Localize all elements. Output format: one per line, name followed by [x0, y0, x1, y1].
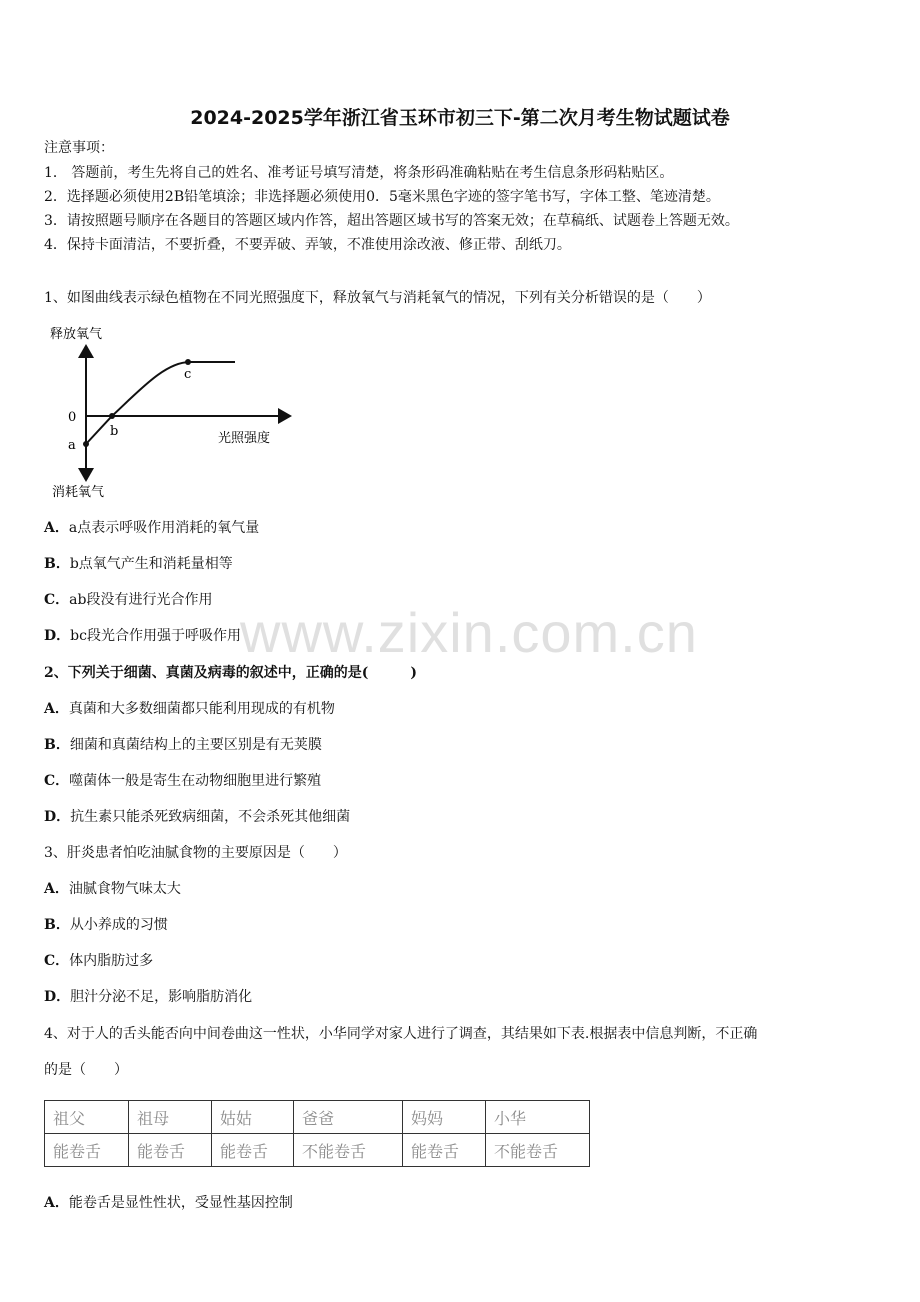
table-row [45, 1134, 590, 1167]
point-c-label: c [184, 367, 192, 382]
notice-item: 2．选择题必须使用2B铅笔填涂；非选择题必须使用0．5毫米黑色字迹的签字笔书写，字体工整、笔迹清楚。 [44, 189, 720, 205]
table-header-row [45, 1101, 590, 1134]
q2-option-a: A．真菌和大多数细菌都只能利用现成的有机物 [44, 701, 335, 717]
notice-item: 1． 答题前，考生先将自己的姓名、准考证号填写清楚，将条形码准确粘贴在考生信息条形码粘贴区。 [44, 165, 674, 181]
oxygen-curve [86, 362, 235, 444]
q3-option-a: A．油腻食物气味太大 [44, 881, 181, 897]
question-1-stem: 1、如图曲线表示绿色植物在不同光照强度下，释放氧气与消耗氧气的情况，下列有关分析错误的是（ ） [44, 290, 711, 306]
point-c [185, 359, 191, 365]
table-cell: 能卷舌 [212, 1134, 294, 1167]
page-title: 2024-2025学年浙江省玉环市初三下-第二次月考生物试题试卷 [190, 107, 730, 129]
q1-option-d: D．bc段光合作用强于呼吸作用 [44, 628, 241, 644]
watermark: www.zixin.com.cn [240, 601, 698, 664]
point-a [83, 441, 89, 447]
table-cell: 姑姑 [212, 1101, 294, 1134]
notice-item: 3．请按照题号顺序在各题目的答题区域内作答，超出答题区域书写的答案无效；在草稿纸、试题卷上答题无效。 [44, 213, 739, 229]
q2-option-b: B．细菌和真菌结构上的主要区别是有无荚膜 [44, 737, 322, 753]
q2-option-c: C．噬菌体一般是寄生在动物细胞里进行繁殖 [44, 773, 322, 789]
question-4-stem-line2: 的是（ ） [44, 1062, 128, 1078]
table-cell: 能卷舌 [403, 1134, 486, 1167]
origin-label: 0 [68, 410, 77, 425]
notice-heading: 注意事项： [44, 140, 114, 156]
oxygen-light-graph [40, 320, 300, 505]
table-cell: 不能卷舌 [294, 1134, 403, 1167]
table-cell: 祖母 [129, 1101, 212, 1134]
question-3-stem: 3、肝炎患者怕吃油腻食物的主要原因是（ ） [44, 845, 347, 861]
q2-option-d: D．抗生素只能杀死致病细菌，不会杀死其他细菌 [44, 809, 351, 825]
question-2-stem: 2、下列关于细菌、真菌及病毒的叙述中，正确的是( ) [44, 665, 417, 681]
q1-option-a: A．a点表示呼吸作用消耗的氧气量 [44, 520, 260, 536]
q3-option-d: D．胆汁分泌不足，影响脂肪消化 [44, 989, 253, 1005]
point-a-label: a [68, 438, 76, 453]
notice-item: 4．保持卡面清洁，不要折叠，不要弄破、弄皱，不准使用涂改液、修正带、刮纸刀。 [44, 237, 571, 253]
y-bottom-label: 消耗氧气 [52, 485, 105, 500]
table-cell: 能卷舌 [45, 1134, 129, 1167]
table-cell: 能卷舌 [129, 1134, 212, 1167]
table-cell: 妈妈 [403, 1101, 486, 1134]
q3-option-b: B．从小养成的习惯 [44, 917, 168, 933]
q1-option-c: C．ab段没有进行光合作用 [44, 592, 213, 608]
table-cell: 小华 [486, 1101, 590, 1134]
q1-option-b: B．b点氧气产生和消耗量相等 [44, 556, 233, 572]
q3-option-c: C．体内脂肪过多 [44, 953, 154, 969]
table-cell: 不能卷舌 [486, 1134, 590, 1167]
point-b-label: b [110, 424, 119, 439]
question-4-stem-line1: 4、对于人的舌头能否向中间卷曲这一性状，小华同学对家人进行了调查，其结果如下表.根据表中信息判断，不正确 [44, 1026, 758, 1042]
point-b [109, 413, 115, 419]
q4-option-a: A．能卷舌是显性性状，受显性基因控制 [44, 1195, 293, 1211]
y-top-label: 释放氧气 [50, 327, 103, 342]
tongue-rolling-table [44, 1100, 590, 1167]
x-axis-label: 光照强度 [218, 431, 271, 446]
table-cell: 祖父 [45, 1101, 129, 1134]
table-cell: 爸爸 [294, 1101, 403, 1134]
